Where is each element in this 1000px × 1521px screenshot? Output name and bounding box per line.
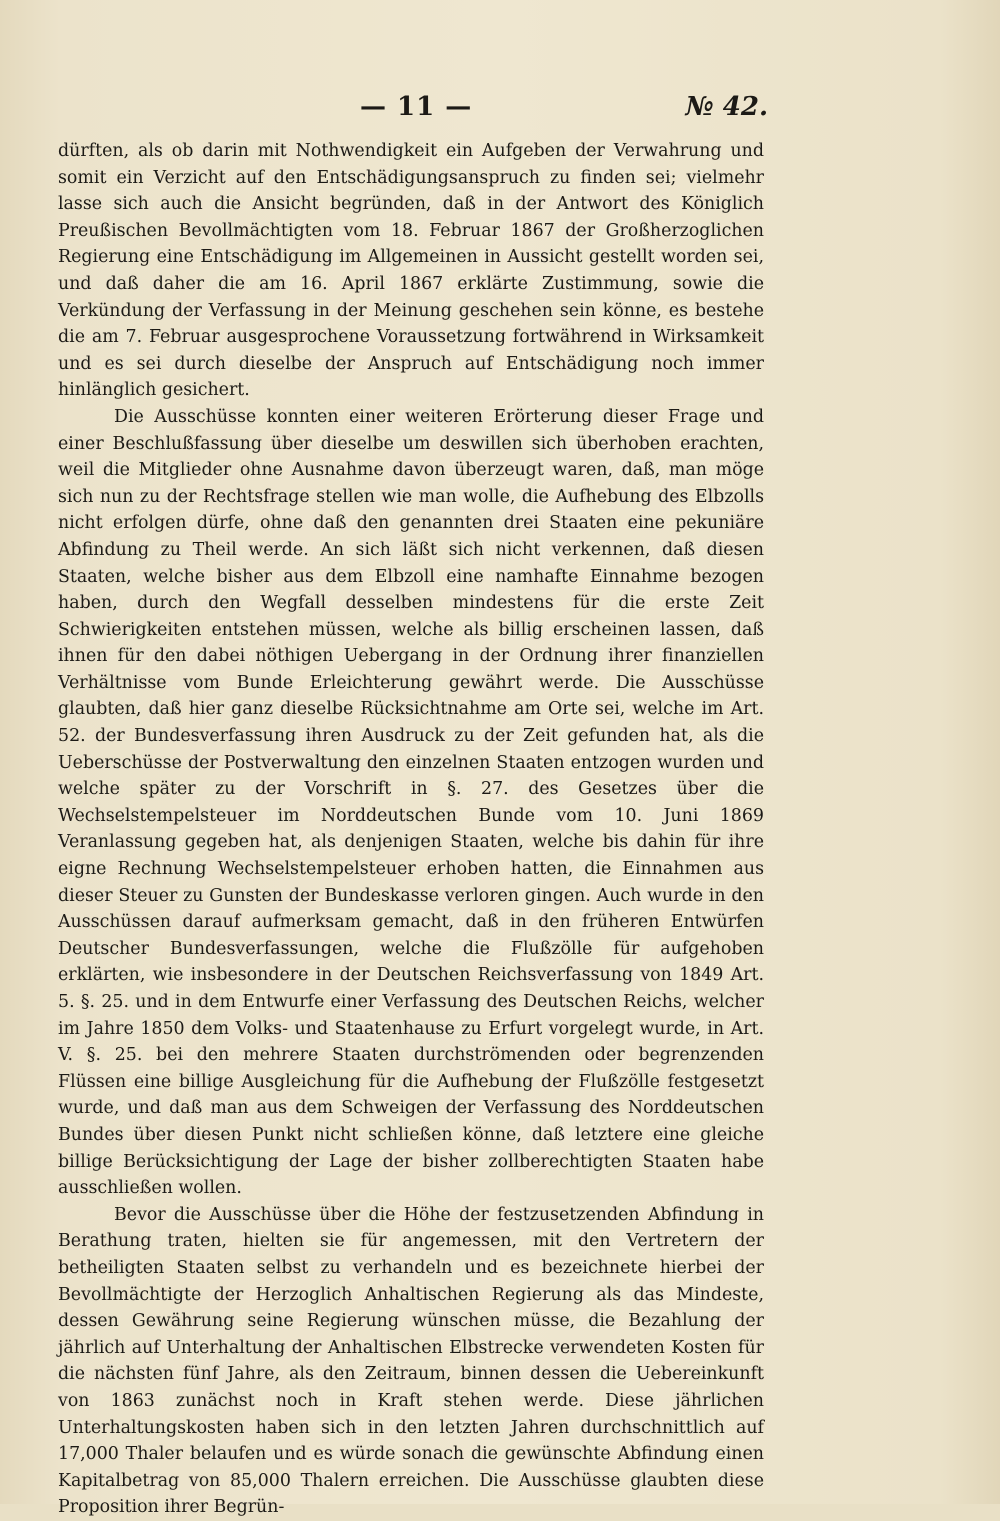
- page-number: — 11 —: [360, 92, 473, 122]
- paragraph: dürften, als ob darin mit Nothwendigkeit ein Aufgeben der Verwahrung und somit ein Verzicht auf den Entschädigungsanspruch zu finden sei; vielmehr lasse sich auch die Ansicht begründen, daß in der Antwort des Königlich Preußischen Bevollmächtigten vom 18. Februar 1867 der Großherzoglichen Regierung eine Entschädigung im Allgemeinen in Aussicht gestellt worden sei, und daß daher die am 16. April 1867 erklärte Zustimmung, sowie die Verkündung der Verfassung in der Meinung geschehen sein könne, es bestehe die am 7. Februar ausgesprochene Voraussetzung fortwährend in Wirksamkeit und es sei durch dieselbe der Anspruch auf Entschädigung noch immer hinlänglich gesichert.: [58, 141, 764, 401]
- body-text: [58, 138, 764, 1521]
- paragraph: Bevor die Ausschüsse über die Höhe der festzusetzenden Abfindung in Berathung traten, hielten sie für angemessen, mit den Vertretern der betheiligten Staaten selbst zu verhandeln und es bezeichnete hierbei der Bevollmächtigte der Herzoglich Anhaltischen Regierung als das Mindeste, dessen Gewährung seine Regierung wünschen müsse, die Bezahlung der jährlich auf Unterhaltung der Anhaltischen Elbstrecke verwendeten Kosten für die nächsten fünf Jahre, als den Zeitraum, binnen dessen die Uebereinkunft von 1863 zunächst noch in Kraft stehen werde. Diese jährlichen Unterhaltungskosten haben sich in den letzten Jahren durchschnittlich auf 17,000 Thaler belaufen und es würde sonach die gewünschte Abfindung einen Kapitalbetrag von 85,000 Thalern erreichen. Die Ausschüsse glaubten diese Proposition ihrer Begrün-: [58, 1204, 764, 1518]
- page-header: [360, 92, 768, 126]
- issue-number: № 42.: [685, 92, 768, 122]
- paragraph: Die Ausschüsse konnten einer weiteren Erörterung dieser Frage und einer Beschlußfassung über dieselbe um deswillen sich überhoben erachten, weil die Mitglieder ohne Ausnahme davon überzeugt waren, daß, man möge sich nun zu der Rechtsfrage stellen wie man wolle, die Aufhebung des Elbzolls nicht erfolgen dürfe, ohne daß den genannten drei Staaten eine pekuniäre Abfindung zu Theil werde. An sich läßt sich nicht verkennen, daß diesen Staaten, welche bisher aus dem Elbzoll eine namhafte Einnahme bezogen haben, durch den Wegfall desselben mindestens für die erste Zeit Schwierigkeiten entstehen müssen, welche als billig erscheinen lassen, daß ihnen für den dabei nöthigen Uebergang in der Ordnung ihrer finanziellen Verhältnisse vom Bunde Erleichterung gewährt werde. Die Ausschüsse glaubten, daß hier ganz dieselbe Rücksichtnahme am Orte sei, welche im Art. 52. der Bundesverfassung ihren Ausdruck zu der Zeit gefunden hat, als die Ueberschüsse der Postverwaltung den einzelnen Staaten entzogen wurden und welche später zu der Vorschrift in §. 27. des Gesetzes über die Wechselstempelsteuer im Norddeutschen Bunde vom 10. Juni 1869 Veranlassung gegeben hat, als denjenigen Staaten, welche bis dahin für ihre eigne Rechnung Wechselstempelsteuer erhoben hatten, die Einnahmen aus dieser Steuer zu Gunsten der Bundeskasse verloren gingen. Auch wurde in den Ausschüssen darauf aufmerksam gemacht, daß in den früheren Entwürfen Deutscher Bundesverfassungen, welche die Flußzölle für aufgehoben erklärten, wie insbesondere in der Deutschen Reichsverfassung von 1849 Art. 5. §. 25. und in dem Entwurfe einer Verfassung des Deutschen Reichs, welcher im Jahre 1850 dem Volks- und Staatenhause zu Erfurt vorgelegt wurde, in Art. V. §. 25. bei den mehrere Staaten durchströmenden oder begrenzenden Flüssen eine billige Ausgleichung für die Aufhebung der Flußzölle festgesetzt wurde, und daß man aus dem Schweigen der Verfassung des Norddeutschen Bundes über diesen Punkt nicht schließen könne, daß letztere eine gleiche billige Berücksichtigung der Lage der bisher zollberechtigten Staaten habe ausschließen wollen.: [58, 406, 764, 1199]
